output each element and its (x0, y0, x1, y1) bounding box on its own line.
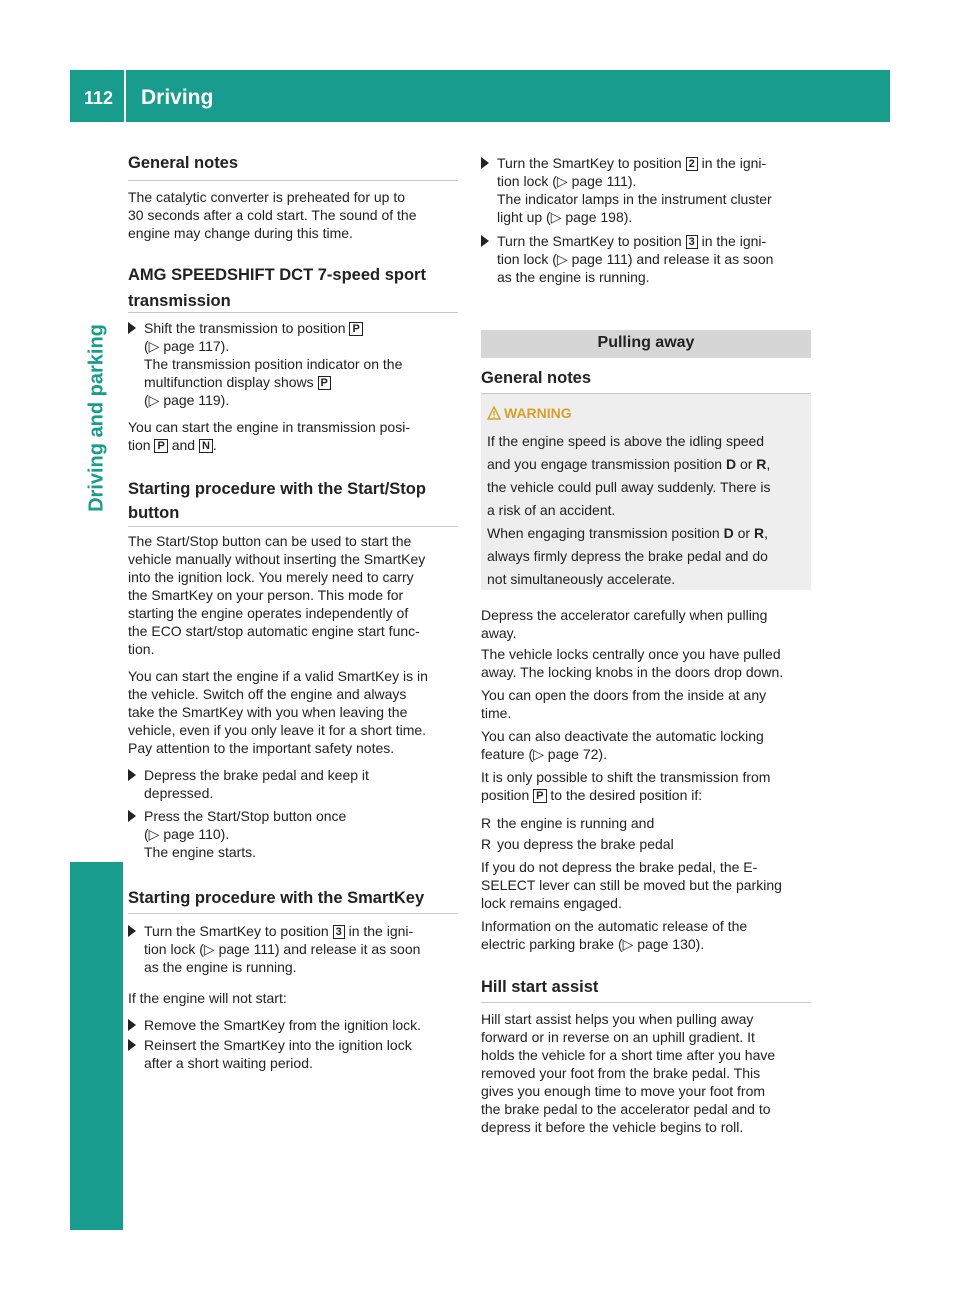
page-number: 112 (84, 88, 114, 108)
heading-smartkey: Starting procedure with the SmartKey (128, 889, 425, 907)
key-2-icon: 2 (686, 157, 698, 171)
heading-amg-transmission: AMG SPEEDSHIFT DCT 7-speed sport transmission (128, 266, 426, 310)
paragraph-info: Information on the automatic release of the electric parking brake (▷ page 130). (481, 918, 748, 952)
paragraph-valid-smartkey: You can start the engine if a valid SmartKey is in the vehicle. Switch off the engine and always take the SmartKey with you when leaving the vehicle, even if you only leave it for a short time. Pay attention to the important safety notes. (128, 668, 428, 756)
heading-rule (128, 312, 458, 313)
key-n-icon: N (199, 439, 213, 453)
sidebar-tab-label: Driving and parking (85, 324, 108, 512)
key-p-icon: P (349, 322, 362, 336)
paragraph-deactivate: You can also deactivate the automatic locking feature (▷ page 72). (481, 728, 764, 762)
warning-title: WARNING (504, 405, 572, 421)
paragraph-hill-start: Hill start assist helps you when pulling away forward or in reverse on an uphill gradient. It holds the vehicle for a short time after you have removed your foot from the brake pedal. This gives you enough time to move your foot from the brake pedal to the accelerator pedal and to depress it before the vehicle begins to roll. (481, 1011, 776, 1135)
paragraph-start-position: You can start the engine in transmission posi- tion P and N . (128, 419, 410, 453)
bullet-icon: R (481, 815, 492, 831)
heading-start-stop: Starting procedure with the Start/Stop button (128, 480, 426, 522)
heading-general-notes: General notes (128, 154, 239, 172)
sidebar-tab (84, 300, 110, 536)
warning-line: and you engage transmission position D or R, (487, 456, 771, 472)
heading-rule (481, 1002, 811, 1003)
paragraph-shift: It is only possible to shift the transmission from position P to the desired position if: (481, 769, 771, 803)
warning-line: always firmly depress the brake pedal and do (487, 548, 768, 564)
paragraph-locks: The vehicle locks centrally once you have pulled away. The locking knobs in the doors drop down. (481, 646, 784, 680)
heading-rule (128, 180, 458, 181)
warning-triangle-icon (487, 406, 501, 420)
section-bar-pulling-away: Pulling away (481, 330, 811, 358)
warning-box (481, 394, 811, 590)
step-arrow-icon (481, 157, 489, 169)
key-p-icon: P (318, 376, 331, 390)
paragraph-if-not: If you do not depress the brake pedal, the E- SELECT lever can still be moved but the parking lock remains engaged. (481, 859, 782, 911)
warning-line: a risk of an accident. (487, 502, 616, 518)
warning-line: When engaging transmission position D or R, (487, 525, 768, 541)
step-arrow-icon (128, 810, 136, 822)
heading-general-notes-right: General notes (481, 369, 592, 387)
header-divider (124, 70, 126, 122)
key-p-icon: P (533, 789, 546, 803)
paragraph-open: You can open the doors from the inside at any time. (481, 687, 767, 721)
key-3-icon: 3 (686, 235, 698, 249)
step-arrow-icon (128, 1019, 136, 1031)
paragraph-catalytic: The catalytic converter is preheated for up to 30 seconds after a cold start. The sound of the engine may change during this time. (128, 189, 417, 241)
key-p-icon: P (154, 439, 167, 453)
bullet-icon: R (481, 836, 492, 852)
sidebar-color-block (70, 862, 123, 1230)
key-3-icon: 3 (333, 925, 345, 939)
warning-line: not simultaneously accelerate. (487, 571, 676, 587)
page-title: Driving (141, 86, 214, 109)
heading-hill-start: Hill start assist (481, 978, 599, 996)
paragraph-not-start: If the engine will not start: (128, 990, 287, 1006)
warning-line: the vehicle could pull away suddenly. There is (487, 479, 771, 495)
step-arrow-icon (128, 1039, 136, 1051)
heading-rule (128, 526, 458, 527)
step-arrow-icon (128, 322, 136, 334)
step-arrow-icon (128, 769, 136, 781)
paragraph-start-stop: The Start/Stop button can be used to start the vehicle manually without inserting the SmartKey into the ignition lock. You merely need to carry the SmartKey on your person. This mode for starting the engine operates independently of the ECO start/stop automatic engine start func- tion. (128, 533, 426, 657)
step-arrow-icon (128, 925, 136, 937)
step-arrow-icon (481, 235, 489, 247)
heading-rule (128, 913, 458, 914)
paragraph-depress: Depress the accelerator carefully when pulling away. (481, 607, 768, 641)
warning-line: If the engine speed is above the idling speed (487, 433, 765, 449)
